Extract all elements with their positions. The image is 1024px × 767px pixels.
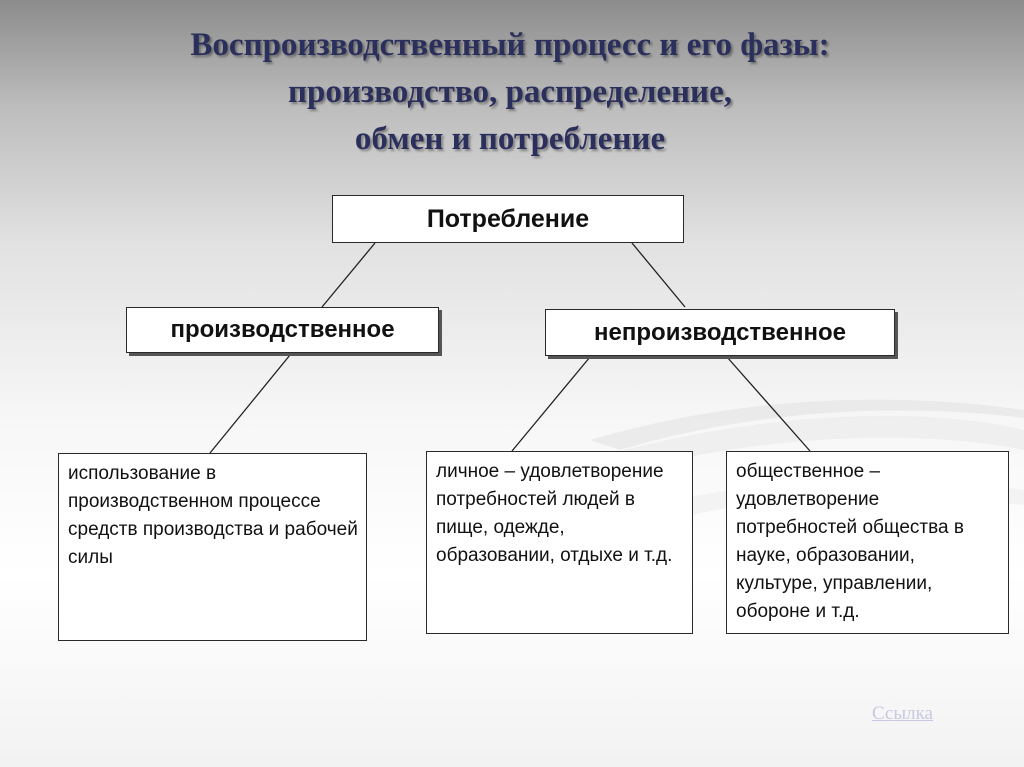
- title-line-3: обмен и потребление: [354, 121, 666, 157]
- leaf-production-use: [58, 453, 367, 641]
- leaf-personal-text: личное – удовлетворение потребностей людей в пище, одежде, образовании, отдыхе и т.д.: [436, 461, 673, 566]
- node-consumption-label: Потребление: [426, 204, 590, 233]
- link-reference[interactable]: Ссылка: [872, 703, 933, 724]
- connector-root-right: [632, 243, 685, 307]
- node-nonproduction: [545, 309, 895, 356]
- node-production: [126, 307, 439, 353]
- node-production-label: производственное: [170, 316, 395, 343]
- title-line-2: производство, распределение,: [288, 74, 732, 110]
- connector-left-leaf: [210, 355, 290, 453]
- leaf-personal: [426, 451, 693, 634]
- node-consumption: [332, 195, 684, 243]
- leaf-public-text: общественное – удовлетворение потребностей общества в науке, образовании, культуре, управлении, обороне и т.д.: [736, 461, 964, 622]
- title-line-1: Воспроизводственный процесс и его фазы:: [190, 27, 830, 63]
- node-nonproduction-label: непроизводственное: [594, 318, 846, 346]
- connector-right-leaf-personal: [512, 357, 590, 451]
- connector-right-leaf-public: [727, 357, 810, 451]
- connector-root-left: [322, 243, 375, 307]
- leaf-production-use-text: использование в производственном процессе средств производства и рабочей силы: [68, 463, 358, 568]
- leaf-public: [726, 451, 1009, 634]
